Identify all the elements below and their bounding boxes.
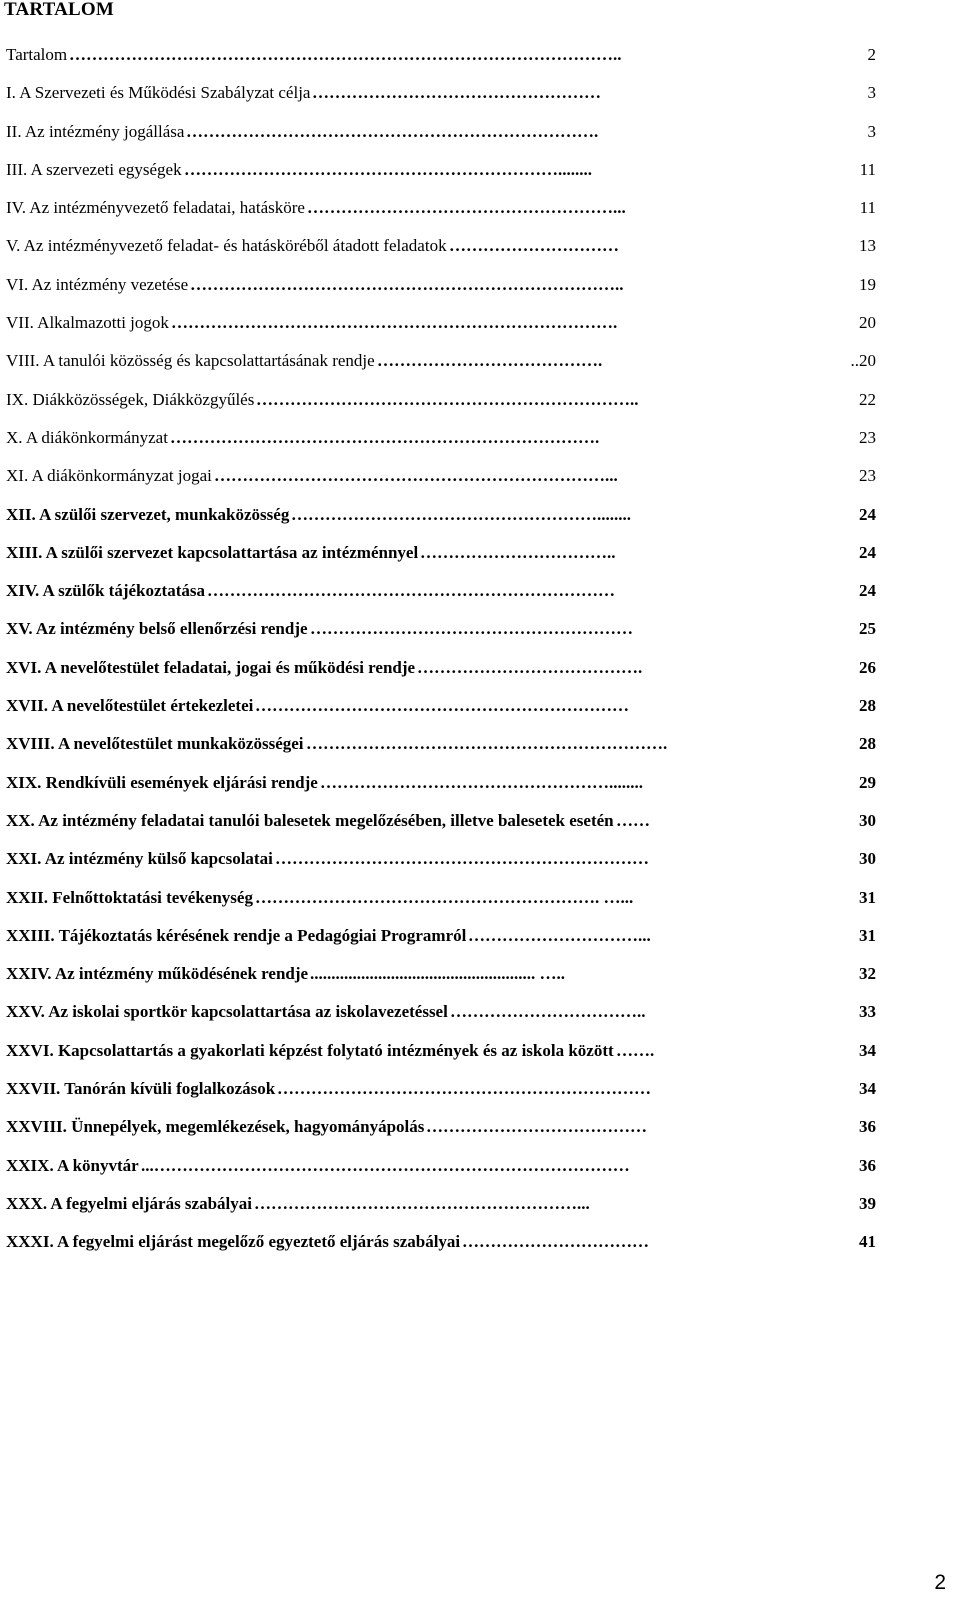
toc-entry[interactable] — [6, 653, 876, 691]
toc-entry-title: II. Az intézmény jogállása — [6, 121, 185, 141]
toc-entry-title: XXVII. Tanórán kívüli foglalkozások — [6, 1079, 276, 1099]
toc-entry[interactable] — [6, 883, 876, 921]
toc-entry-title: XXX. A fegyelmi eljárás szabályai — [6, 1193, 252, 1213]
toc-entry-leader: ………………………………………………………… — [275, 849, 649, 869]
toc-entry-page: 24 — [859, 542, 876, 562]
toc-entry[interactable] — [6, 997, 876, 1035]
toc-entry-page: 13 — [859, 236, 876, 256]
toc-entry-page: 31 — [859, 925, 876, 945]
toc-entry-title: XXV. Az iskolai sportkör kapcsolattartása az iskolavezetéssel — [6, 1002, 448, 1022]
toc-entry-leader: …………………………………………………………........ — [184, 159, 592, 179]
toc-entry-leader: ………………………………………………........ — [291, 504, 631, 524]
toc-entry[interactable] — [6, 1074, 876, 1112]
document-heading: TARTALOM — [4, 0, 115, 20]
toc-entry-title: IX. Diákközösségek, Diákközgyűlés — [6, 389, 255, 409]
toc-entry[interactable] — [6, 729, 876, 767]
table-of-contents — [6, 40, 876, 1266]
toc-entry-leader: ………………………………………………………… — [277, 1079, 651, 1099]
toc-entry[interactable] — [6, 193, 876, 231]
toc-entry-page: 41 — [859, 1232, 876, 1252]
toc-entry-page: 11 — [859, 159, 876, 179]
toc-entry[interactable] — [6, 576, 876, 614]
toc-entry[interactable] — [6, 614, 876, 652]
toc-entry-title: XXVIII. Ünnepélyek, megemlékezések, hagyományápolás — [6, 1117, 425, 1137]
toc-entry-title: XV. Az intézmény belső ellenőrzési rendje — [6, 619, 308, 639]
toc-entry[interactable] — [6, 538, 876, 576]
toc-entry-leader: ……. — [616, 1040, 655, 1060]
toc-entry-leader: ………………………… — [449, 236, 619, 256]
toc-entry-title: VIII. A tanulói közösség és kapcsolattartásának rendje — [6, 351, 375, 371]
toc-entry-page: 25 — [859, 619, 876, 639]
page-number: 2 — [934, 1571, 946, 1594]
toc-entry-page: 23 — [859, 466, 876, 486]
toc-entry-page: 30 — [859, 810, 876, 830]
toc-entry[interactable] — [6, 806, 876, 844]
toc-entry-leader: ……………………………………………........ — [320, 772, 643, 792]
toc-entry-title: XXII. Felnőttoktatási tevékenység — [6, 887, 253, 907]
toc-entry-leader: ………………………………… — [426, 1117, 647, 1137]
toc-entry-leader: …………………………… — [462, 1232, 649, 1252]
toc-entry[interactable] — [6, 270, 876, 308]
toc-entry-title: XII. A szülői szervezet, munkaközösség — [6, 504, 290, 524]
toc-entry-page: 34 — [859, 1079, 876, 1099]
toc-entry-title: XXIV. Az intézmény működésének rendje — [6, 964, 309, 984]
toc-entry[interactable] — [6, 231, 876, 269]
toc-entry-page: 33 — [859, 1002, 876, 1022]
toc-entry-leader: ………………………………………………………. — [306, 734, 668, 754]
toc-entry-page: 34 — [859, 1040, 876, 1060]
toc-entry[interactable] — [6, 768, 876, 806]
toc-entry-page: 39 — [859, 1193, 876, 1213]
toc-entry-title: XVIII. A nevelőtestület munkaközösségei — [6, 734, 304, 754]
toc-entry-title: XXXI. A fegyelmi eljárást megelőző egyeztető eljárás szabályai — [6, 1232, 461, 1252]
toc-entry-leader: ……………………………………………………. …... — [255, 887, 634, 907]
toc-entry[interactable] — [6, 844, 876, 882]
toc-entry-title: XXIII. Tájékoztatás kérésének rendje a Pedagógiai Programról — [6, 925, 467, 945]
toc-entry-title: VI. Az intézmény vezetése — [6, 274, 189, 294]
toc-entry-leader: ……………………………………………………………… — [207, 581, 615, 601]
toc-entry-title: IV. Az intézményvezető feladatai, hatásköre — [6, 198, 305, 218]
toc-entry-page: 26 — [859, 657, 876, 677]
toc-entry-title: XIII. A szülői szervezet kapcsolattartása az intézménnyel — [6, 542, 419, 562]
toc-entry-page: 36 — [859, 1117, 876, 1137]
toc-entry-leader: ..................................................... ….. — [310, 964, 565, 984]
toc-entry-page: 32 — [859, 964, 876, 984]
toc-entry-page: 30 — [859, 849, 876, 869]
toc-entry[interactable] — [6, 461, 876, 499]
toc-entry-page: 20 — [859, 313, 876, 333]
toc-entry-page: 11 — [859, 198, 876, 218]
toc-entry-leader: ……………………………………………………………………. — [171, 313, 618, 333]
toc-entry-page: 24 — [859, 581, 876, 601]
toc-entry-title: XXVI. Kapcsolattartás a gyakorlati képzést folytató intézmények és az iskola között — [6, 1040, 614, 1060]
toc-entry[interactable] — [6, 959, 876, 997]
toc-entry-leader: …… — [616, 810, 650, 830]
toc-entry-title: X. A diákönkormányzat — [6, 427, 168, 447]
toc-entry-leader: …………………………….. — [420, 542, 616, 562]
toc-entry-leader: ………………………………………………... — [307, 198, 626, 218]
toc-entry-page: 19 — [859, 274, 876, 294]
toc-entry-title: III. A szervezeti egységek — [6, 159, 182, 179]
toc-entry-page: ..20 — [850, 351, 876, 371]
toc-entry-page: 23 — [859, 427, 876, 447]
toc-entry-page: 31 — [859, 887, 876, 907]
toc-entry-page: 22 — [859, 389, 876, 409]
toc-entry-title: V. Az intézményvezető feladat- és hatásköréből átadott feladatok — [6, 236, 447, 256]
toc-entry-title: XIV. A szülők tájékoztatása — [6, 581, 205, 601]
toc-entry-leader: …………………………………………………... — [254, 1193, 590, 1213]
toc-entry[interactable] — [6, 1112, 876, 1150]
toc-entry-page: 2 — [867, 45, 876, 64]
toc-entry-page: 3 — [867, 83, 876, 103]
toc-entry-leader: ………………………………………………………… — [255, 696, 629, 716]
toc-entry-title: XX. Az intézmény feladatai tanulói balesetek megelőzésében, illetve balesetek esetén — [6, 810, 614, 830]
toc-entry[interactable] — [6, 78, 876, 116]
toc-entry-title: XVI. A nevelőtestület feladatai, jogai és működési rendje — [6, 657, 416, 677]
toc-entry-leader: ………………………………………………………………….. — [190, 274, 624, 294]
toc-entry-page: 3 — [867, 121, 876, 141]
toc-entry[interactable] — [6, 423, 876, 461]
toc-entry-leader: …………………………………. — [417, 657, 643, 677]
toc-entry-leader: ………………………………………………… — [310, 619, 633, 639]
toc-entry[interactable] — [6, 1036, 876, 1074]
toc-entry-leader: …………………………………………………………………………………….. — [69, 45, 622, 64]
toc-entry-leader: …………………………………………………………………. — [170, 427, 600, 447]
toc-entry-page: 36 — [859, 1155, 876, 1175]
toc-entry[interactable] — [6, 308, 876, 346]
toc-entry-leader: …………………………………. — [377, 351, 603, 371]
toc-entry-leader: ………………………………………………………………. — [186, 121, 599, 141]
toc-entry-leader: ……………………………………………………………... — [214, 466, 618, 486]
toc-entry-page: 28 — [859, 696, 876, 716]
toc-entry-leader: …………………………………………… — [312, 83, 601, 103]
toc-entry-page: 28 — [859, 734, 876, 754]
toc-entry-page: 24 — [859, 504, 876, 524]
toc-entry-title: VII. Alkalmazotti jogok — [6, 313, 169, 333]
toc-entry[interactable] — [6, 40, 876, 78]
toc-entry-title: XXI. Az intézmény külső kapcsolatai — [6, 849, 273, 869]
toc-entry-leader: …………………………... — [468, 925, 651, 945]
toc-entry[interactable] — [6, 691, 876, 729]
toc-entry-leader: ...………………………………………………………………………… — [141, 1155, 630, 1175]
toc-entry-leader: ………………………………………………………….. — [256, 389, 639, 409]
toc-entry-leader: …………………………….. — [450, 1002, 646, 1022]
toc-entry[interactable] — [6, 500, 876, 538]
toc-entry[interactable] — [6, 1151, 876, 1189]
toc-entry-title: XVII. A nevelőtestület értekezletei — [6, 696, 254, 716]
toc-entry[interactable] — [6, 1189, 876, 1227]
toc-entry-title: XI. A diákönkormányzat jogai — [6, 466, 212, 486]
toc-entry[interactable] — [6, 385, 876, 423]
toc-entry-title: XIX. Rendkívüli események eljárási rendje — [6, 772, 318, 792]
toc-entry[interactable] — [6, 346, 876, 384]
toc-entry[interactable] — [6, 1227, 876, 1265]
toc-entry[interactable] — [6, 155, 876, 193]
toc-entry[interactable] — [6, 117, 876, 155]
toc-entry[interactable] — [6, 921, 876, 959]
toc-entry-title: XXIX. A könyvtár — [6, 1155, 139, 1175]
toc-entry-page: 29 — [859, 772, 876, 792]
toc-entry-title: I. A Szervezeti és Működési Szabályzat célja — [6, 83, 311, 103]
toc-entry-title: Tartalom — [6, 45, 68, 64]
